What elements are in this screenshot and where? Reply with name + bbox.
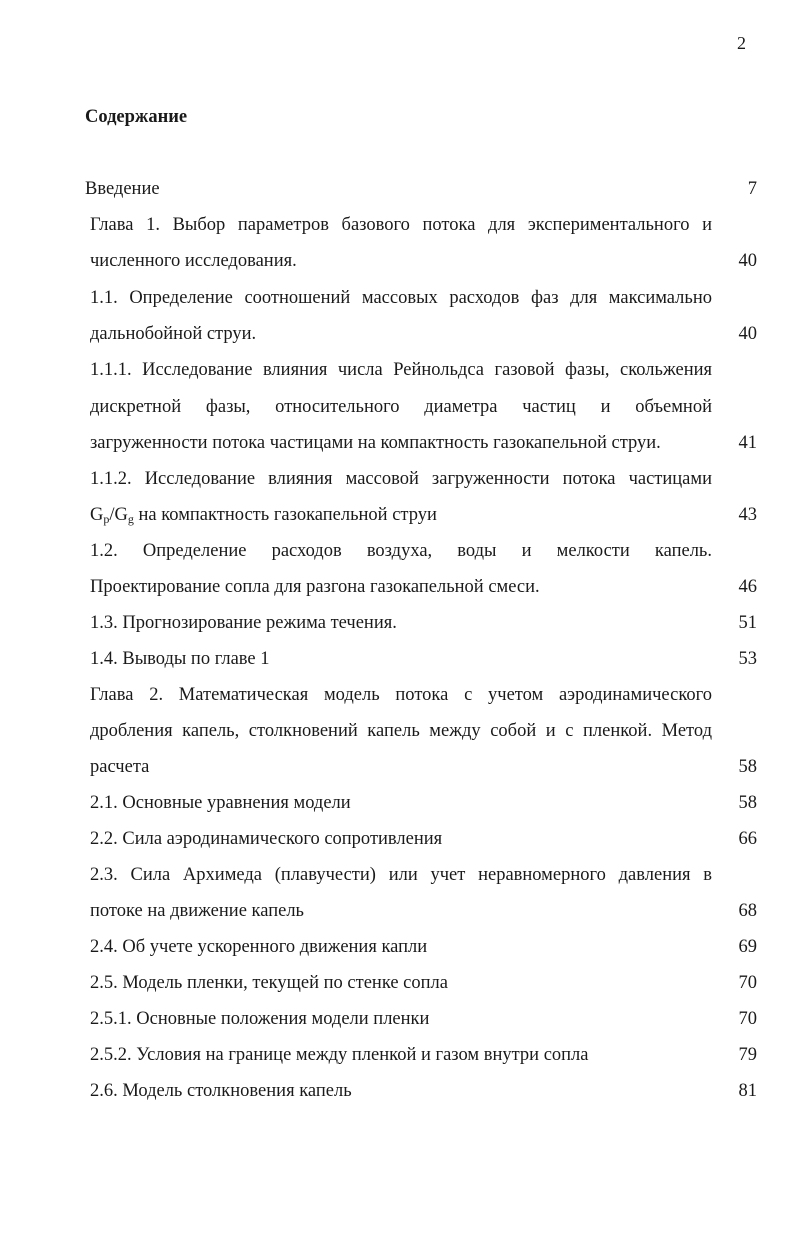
toc-entry-line: 2.5.1. Основные положения модели пленки [90, 1009, 430, 1029]
toc-entry-page: 41 [738, 433, 757, 453]
toc-entry-line: 2.5.2. Условия на границе между пленкой и газом внутри сопла [90, 1045, 589, 1065]
toc-entry-page: 46 [738, 577, 757, 597]
toc-heading: Содержание [85, 107, 188, 127]
toc-entry-page: 70 [738, 1009, 757, 1029]
toc-entry-page: 58 [738, 793, 757, 813]
toc-entry-line: $G_p/G_g$ на компактность газокапельной струи [90, 505, 437, 526]
toc-entry-line: Глава 2. Математическая модель потока с учетом аэродинамического [90, 685, 712, 705]
toc-entry-line: 1.4. Выводы по главе 1 [90, 649, 270, 669]
toc-entry-line: 2.1. Основные уравнения модели [90, 793, 351, 813]
toc-entry-page: 81 [738, 1081, 757, 1101]
toc-entry-page: 79 [738, 1045, 757, 1065]
toc-entry-page: 69 [738, 937, 757, 957]
toc-entry-line: потоке на движение капель [90, 901, 304, 921]
toc-entry-line: 1.1.1. Исследование влияния числа Рейнольдса газовой фазы, скольжения [90, 360, 712, 380]
toc-entry-line: 2.4. Об учете ускоренного движения капли [90, 937, 428, 957]
toc-entry-page: 7 [747, 179, 757, 199]
toc-entry-line: численного исследования. [90, 251, 297, 271]
toc-entry-line: 1.1.2. Исследование влияния массовой загруженности потока частицами [90, 469, 712, 489]
page-number: 2 [737, 33, 746, 53]
toc-entry-page: 51 [738, 613, 757, 633]
toc-entry-page: 66 [738, 829, 757, 849]
toc-entry-line: 2.6. Модель столкновения капель [90, 1081, 352, 1101]
toc-entry-page: 58 [738, 757, 757, 777]
toc-entry-line: дальнобойной струи. [90, 324, 257, 344]
toc-entry-line: загруженности потока частицами на компактность газокапельной струи. [90, 433, 661, 453]
toc-entry-line: 2.3. Сила Архимеда (плавучести) или учет неравномерного давления в [90, 865, 712, 885]
toc-entry-page: 70 [738, 973, 757, 993]
toc-entry-line: 1.1. Определение соотношений массовых расходов фаз для максимально [90, 288, 712, 308]
toc-entry-line: Глава 1. Выбор параметров базового потока для экспериментального и [90, 215, 712, 235]
toc-entry-line: 1.2. Определение расходов воздуха, воды и мелкости капель. [90, 541, 712, 561]
toc-entry-line: расчета [90, 757, 150, 777]
toc-entry-line: 2.2. Сила аэродинамического сопротивления [90, 829, 443, 849]
toc-entry-line: Введение [85, 179, 160, 199]
toc-entry-line: 1.3. Прогнозирование режима течения. [90, 613, 397, 633]
toc-entry-line: дробления капель, столкновений капель между собой и с пленкой. Метод [90, 721, 712, 741]
toc-entry-line: 2.5. Модель пленки, текущей по стенке сопла [90, 973, 448, 993]
toc-entry-page: 53 [738, 649, 757, 669]
toc-entry-line: дискретной фазы, относительного диаметра частиц и объемной [90, 397, 712, 417]
toc-entry-page: 40 [738, 324, 757, 344]
toc-entry-page: 40 [738, 251, 757, 271]
toc-entry-page: 68 [738, 901, 757, 921]
toc-entry-line: Проектирование сопла для разгона газокапельной смеси. [90, 577, 540, 597]
toc-entry-page: 43 [738, 505, 757, 525]
formula-gp-gg: $G_p/G_g$ [90, 505, 134, 526]
